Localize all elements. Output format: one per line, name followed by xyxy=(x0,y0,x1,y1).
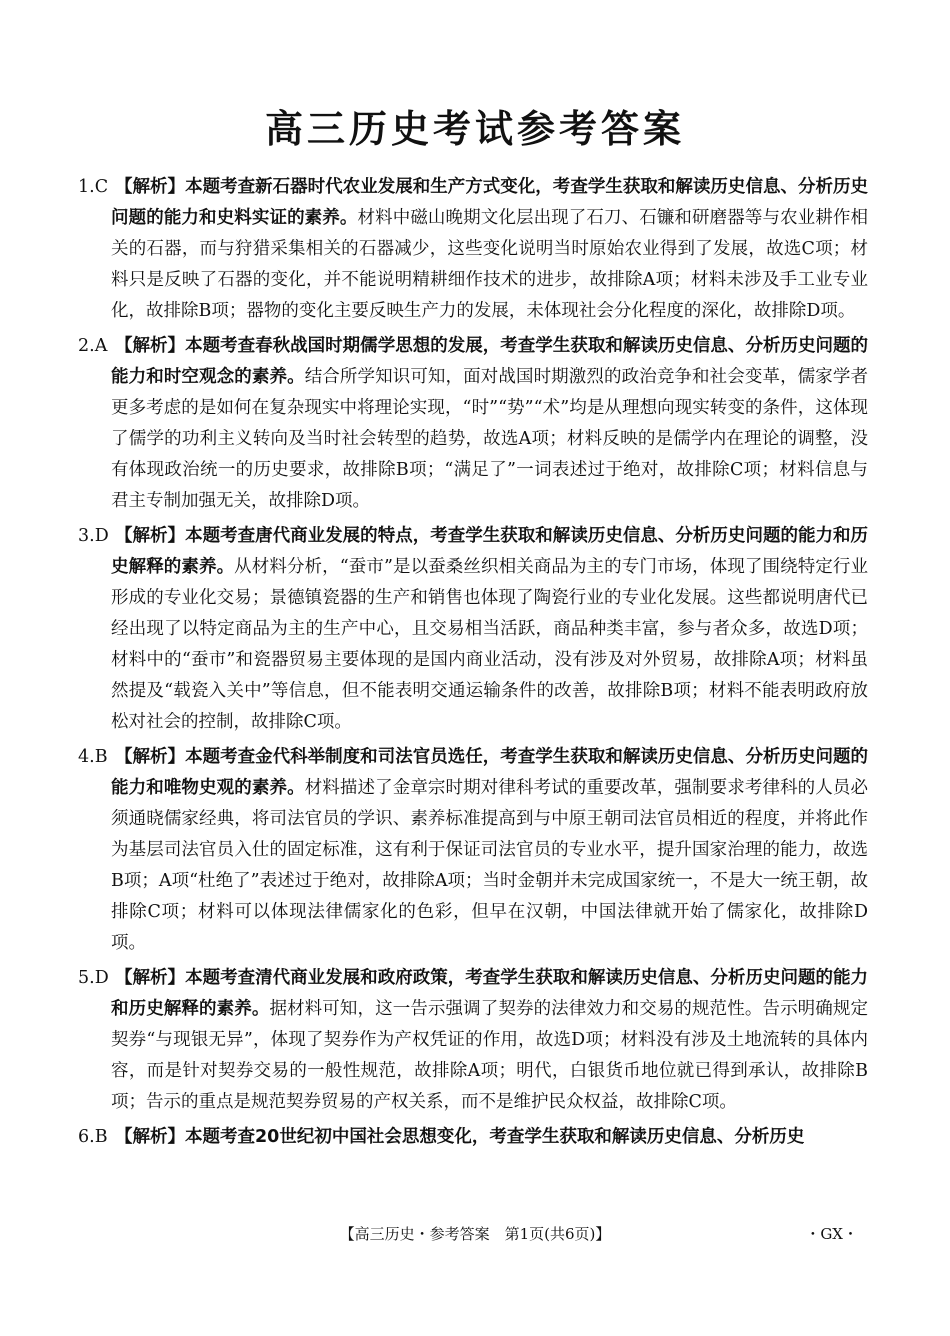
answer-lead: 本题考查新石器时代农业发展和生产方式变化，考查学生获取和解读历史信息、分析历史问题的能力和史料实证的素养。 xyxy=(111,177,869,228)
answer-number: 4.B xyxy=(78,747,108,767)
answer-lead: 本题考查唐代商业发展的特点，考查学生获取和解读历史信息、分析历史问题的能力和历史解释的素养。 xyxy=(111,526,869,577)
answer-text xyxy=(111,331,868,517)
answer-body: 材料中磁山晚期文化层出现了石刀、石镰和研磨器等与农业耕作相关的石器，而与狩猎采集相关的石器减少，这些变化说明当时原始农业得到了发展，故选C项；材料只是反映了石器的变化，并不能说明精耕细作技术的进步，故排除A项；材料未涉及手工业专业化，故排除B项；器物的变化主要反映生产力的发展，未体现社会分化程度的深化，故排除D项。 xyxy=(111,208,868,321)
answer-item-6 xyxy=(78,1122,868,1153)
answer-lead: 本题考查春秋战国时期儒学思想的发展，考查学生获取和解读历史信息、分析历史问题的能力和时空观念的素养。 xyxy=(111,336,869,387)
footer-code: ・GX・ xyxy=(805,1225,858,1243)
page-title: 高三历史考试参考答案 xyxy=(264,107,685,151)
answer-list xyxy=(78,172,868,1157)
analysis-tag: 【解析】 xyxy=(115,526,186,546)
analysis-tag: 【解析】 xyxy=(115,968,186,988)
answer-text xyxy=(111,963,868,1118)
analysis-tag: 【解析】 xyxy=(115,177,186,197)
analysis-tag: 【解析】 xyxy=(115,747,186,767)
answer-text xyxy=(111,1122,868,1153)
answer-text xyxy=(111,742,868,959)
answer-lead: 本题考查20世纪初中国社会思想变化，考查学生获取和解读历史信息、分析历史 xyxy=(185,1127,805,1147)
answer-item-4 xyxy=(78,742,868,959)
answer-text xyxy=(111,521,868,738)
answer-lead: 本题考查金代科举制度和司法官员选任，考查学生获取和解读历史信息、分析历史问题的能力和唯物史观的素养。 xyxy=(111,747,869,798)
answer-number: 2.A xyxy=(78,336,108,356)
answer-number: 1.C xyxy=(78,177,109,197)
answer-lead: 本题考查清代商业发展和政府政策，考查学生获取和解读历史信息、分析历史问题的能力和历史解释的素养。 xyxy=(111,968,869,1019)
answer-item-2 xyxy=(78,331,868,517)
analysis-tag: 【解析】 xyxy=(115,1127,185,1147)
page-footer xyxy=(0,1223,950,1244)
answer-text xyxy=(111,172,868,327)
answer-item-3 xyxy=(78,521,868,738)
footer-text: 【高三历史・参考答案 第1页(共6页)】 xyxy=(339,1225,611,1243)
answer-item-5 xyxy=(78,963,868,1118)
answer-body: 结合所学知识可知，面对战国时期激烈的政治竞争和社会变革，儒家学者更多考虑的是如何在复杂现实中将理论实现，“时”“势”“术”均是从理想向现实转变的条件，这体现了儒学的功利主义转向及当时社会转型的趋势，故选A项；材料反映的是儒学内在理论的调整，没有体现政治统一的历史要求，故排除B项；“满足了”一词表述过于绝对，故排除C项；材料信息与君主专制加强无关，故排除D项。 xyxy=(111,367,869,511)
answer-number: 6.B xyxy=(78,1127,108,1147)
analysis-tag: 【解析】 xyxy=(115,336,186,356)
answer-body: 材料描述了金章宗时期对律科考试的重要改革，强制要求考律科的人员必须通晓儒家经典，将司法官员的学识、素养标准提高到与中原王朝司法官员相近的程度，并将此作为基层司法官员入仕的固定标准，这有利于保证司法官员的专业水平，提升国家治理的能力，故选B项；A项“杜绝了”表述过于绝对，故排除A项；当时金朝并未完成国家统一，不是大一统王朝，故排除C项；材料可以体现法律儒家化的色彩，但早在汉朝，中国法律就开始了儒家化，故排除D项。 xyxy=(111,778,869,953)
answer-item-1 xyxy=(78,172,868,327)
answer-number: 3.D xyxy=(78,526,109,546)
answer-body: 据材料可知，这一告示强调了契券的法律效力和交易的规范性。告示明确规定契券“与现银无异”，体现了契券作为产权凭证的作用，故选D项；材料没有涉及土地流转的具体内容，而是针对契券交易的一般性规范，故排除A项；明代，白银货币地位就已得到承认，故排除B项；告示的重点是规范契券贸易的产权关系，而不是维护民众权益，故排除C项。 xyxy=(111,999,869,1112)
answer-body: 从材料分析，“蚕市”是以蚕桑丝织相关商品为主的专门市场，体现了围绕特定行业形成的专业化交易；景德镇瓷器的生产和销售也体现了陶瓷行业的专业化发展。这些都说明唐代已经出现了以特定商品为主的生产中心，且交易相当活跃，商品种类丰富，参与者众多，故选D项；材料中的“蚕市”和瓷器贸易主要体现的是国内商业活动，没有涉及对外贸易，故排除A项；材料虽然提及“载瓷入关中”等信息，但不能表明交通运输条件的改善，故排除B项；材料不能表明政府放松对社会的控制，故排除C项。 xyxy=(111,557,869,732)
answer-number: 5.D xyxy=(78,968,109,988)
